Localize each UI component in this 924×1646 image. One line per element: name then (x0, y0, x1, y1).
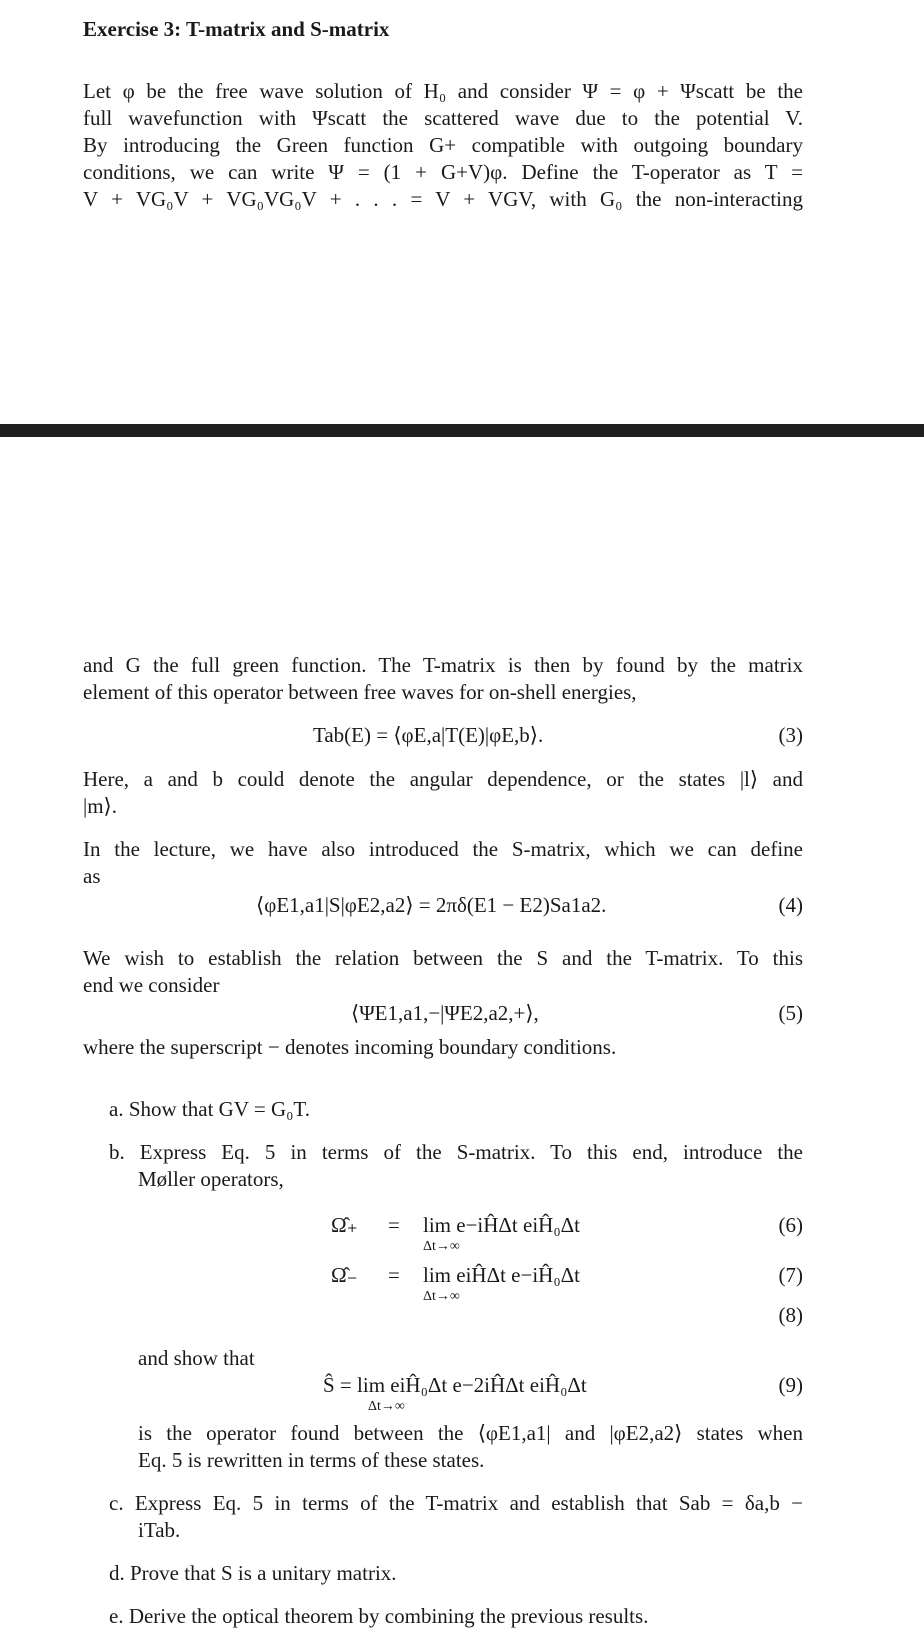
page-break-divider (0, 424, 924, 437)
intro-line-4: conditions, we can write Ψ = (1 + G+V)φ. Define the T-operator as T = (83, 160, 803, 184)
equation-9-limit-subscript: Δt→∞ (368, 1399, 405, 1414)
equation-8 (83, 1300, 803, 1330)
operator-found-line-1: is the operator found between the ⟨φE1,a1| and |φE2,a2⟩ states when (138, 1421, 803, 1445)
intro-line-2: full wavefunction with Ψscatt the scattered wave due to the potential V. (83, 106, 803, 130)
intro-line-5: V + VG₀V + VG₀VG₀V + . . . = V + VGV, with G₀ the non-interacting (83, 187, 803, 211)
green-function-line-1: and G the full green function. The T-matrix is then by found by the matrix (83, 653, 803, 677)
item-a: a. Show that GV = G₀T. (109, 1097, 310, 1121)
equation-6-rhs: lim e−iĤΔt eiĤ₀Δt (423, 1213, 580, 1237)
equation-7 (83, 1260, 803, 1304)
equation-9 (83, 1370, 803, 1414)
item-c-line-2: iTab. (138, 1518, 181, 1542)
equation-4-number: (4) (778, 893, 803, 917)
equation-7-rhs: lim eiĤΔt e−iĤ₀Δt (423, 1263, 580, 1287)
equation-5-number: (5) (778, 1001, 803, 1025)
green-function-line-2: element of this operator between free waves for on-shell energies, (83, 680, 637, 704)
operator-found-line-2: Eq. 5 is rewritten in terms of these states. (138, 1448, 485, 1472)
exercise-title: Exercise 3: T-matrix and S-matrix (83, 17, 390, 41)
item-d: d. Prove that S is a unitary matrix. (109, 1561, 397, 1585)
equation-3-text: Tab(E) = ⟨φE,a|T(E)|φE,b⟩. (313, 723, 544, 747)
equation-7-equals: = (388, 1263, 400, 1287)
wish-line-2: end we consider (83, 973, 220, 997)
equation-5-text: ⟨ΨE1,a1,−|ΨE2,a2,+⟩, (351, 1001, 539, 1025)
equation-5 (83, 998, 803, 1028)
intro-line-3: By introducing the Green function G+ compatible with outgoing boundary (83, 133, 803, 157)
item-b-line-1: b. Express Eq. 5 in terms of the S-matrix. To this end, introduce the (109, 1140, 803, 1164)
lecture-line-1: In the lecture, we have also introduced the S-matrix, which we can define (83, 837, 803, 861)
intro-line-1: Let φ be the free wave solution of H₀ and consider Ψ = φ + Ψscatt be the (83, 79, 803, 103)
equation-4-text: ⟨φE1,a1|S|φE2,a2⟩ = 2πδ(E1 − E2)Sa1a2. (256, 893, 607, 917)
equation-7-number: (7) (778, 1263, 803, 1287)
here-line-2: |m⟩. (83, 794, 117, 818)
equation-6-equals: = (388, 1213, 400, 1237)
here-line-1: Here, a and b could denote the angular dependence, or the states |l⟩ and (83, 767, 803, 791)
equation-6 (83, 1210, 803, 1254)
equation-3 (83, 720, 803, 750)
equation-9-text: Ŝ = lim eiĤ₀Δt e−2iĤΔt eiĤ₀Δt (323, 1373, 587, 1397)
equation-6-limit-subscript: Δt→∞ (423, 1239, 460, 1254)
item-b-line-2: Møller operators, (138, 1167, 284, 1191)
equation-3-number: (3) (778, 723, 803, 747)
lecture-line-2: as (83, 864, 101, 888)
equation-7-lhs: Ω̂₋ (331, 1263, 358, 1287)
equation-7-limit-subscript: Δt→∞ (423, 1289, 460, 1304)
equation-4 (83, 890, 803, 920)
wish-line-1: We wish to establish the relation between the S and the T-matrix. To this (83, 946, 803, 970)
superscript-note: where the superscript − denotes incoming boundary conditions. (83, 1035, 617, 1059)
and-show-that: and show that (138, 1346, 255, 1370)
equation-8-number: (8) (778, 1303, 803, 1327)
equation-9-number: (9) (778, 1373, 803, 1397)
item-c-line-1: c. Express Eq. 5 in terms of the T-matrix and establish that Sab = δa,b − (109, 1491, 803, 1515)
item-e: e. Derive the optical theorem by combining the previous results. (109, 1604, 649, 1628)
equation-6-number: (6) (778, 1213, 803, 1237)
equation-6-lhs: Ω̂₊ (331, 1213, 358, 1237)
